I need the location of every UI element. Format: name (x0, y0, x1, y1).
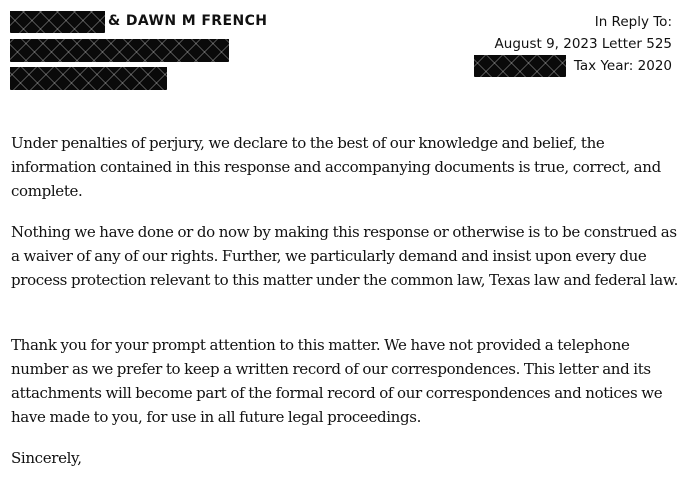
redacted-address-line-2 (10, 67, 167, 90)
redacted-name-block (10, 11, 105, 33)
redacted-ssn-block (474, 55, 566, 77)
redacted-address-line-1 (10, 39, 229, 62)
closing-salutation: Sincerely, (11, 449, 82, 467)
taxpayer-name: & DAWN M FRENCH (108, 13, 268, 29)
rights-reservation-paragraph: Nothing we have done or do now by making this response or otherwise is to be construed as a waiver of any of our rights. Further, we particularly demand and insist upon every due process protection relevant to this matter under the common law, Texas law and federal law. (11, 223, 679, 289)
letter-reference: August 9, 2023 Letter 525 (494, 36, 672, 52)
tax-year: Tax Year: 2020 (573, 58, 672, 74)
thank-you-paragraph: Thank you for your prompt attention to this matter. We have not provided a telephone number as we prefer to keep a written record of our correspondences. This letter and its attachments will become part of the formal record of our correspondences and notices we have made to you, for use in all future legal proceedings. (11, 336, 663, 426)
reply-label: In Reply To: (594, 14, 672, 30)
perjury-declaration-paragraph: Under penalties of perjury, we declare to the best of our knowledge and belief, the information contained in this response and accompanying documents is true, correct, and complete. (11, 134, 661, 200)
